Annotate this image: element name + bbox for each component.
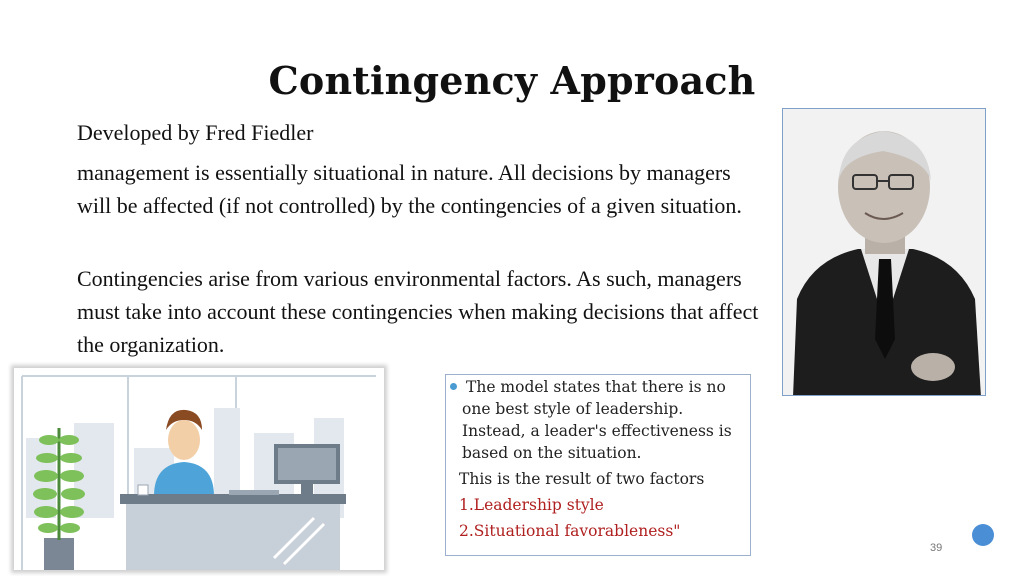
factor-leadership-style: 1.Leadership style	[459, 496, 604, 514]
bullet-icon	[450, 383, 457, 390]
decorative-dot-icon	[972, 524, 994, 546]
paragraph-contingencies: Contingencies arise from various environmental factors. As such, managers must take into account these contingencies when making decisions that affect the organization.	[77, 266, 759, 357]
model-callout	[445, 374, 751, 556]
callout-line: The model states that there is no	[466, 378, 726, 396]
callout-line: Instead, a leader's effectiveness is	[462, 422, 732, 440]
factor-situational-favorableness: 2.Situational favorableness"	[459, 522, 681, 540]
paragraph-situational: management is essentially situational in nature. All decisions by managers will be affected (if not controlled) by the contingencies of a given situation.	[77, 160, 742, 218]
page-number: 39	[930, 542, 943, 554]
callout-line: one best style of leadership.	[462, 400, 684, 418]
slide-title: Contingency Approach	[268, 58, 756, 103]
office-illustration	[14, 368, 384, 570]
office-illustration-image	[14, 368, 384, 570]
callout-line: This is the result of two factors	[459, 470, 705, 488]
portrait-photo	[782, 108, 986, 396]
callout-line: based on the situation.	[462, 444, 642, 462]
portrait-image	[783, 109, 986, 396]
subtitle-line: Developed by Fred Fiedler	[77, 120, 314, 145]
